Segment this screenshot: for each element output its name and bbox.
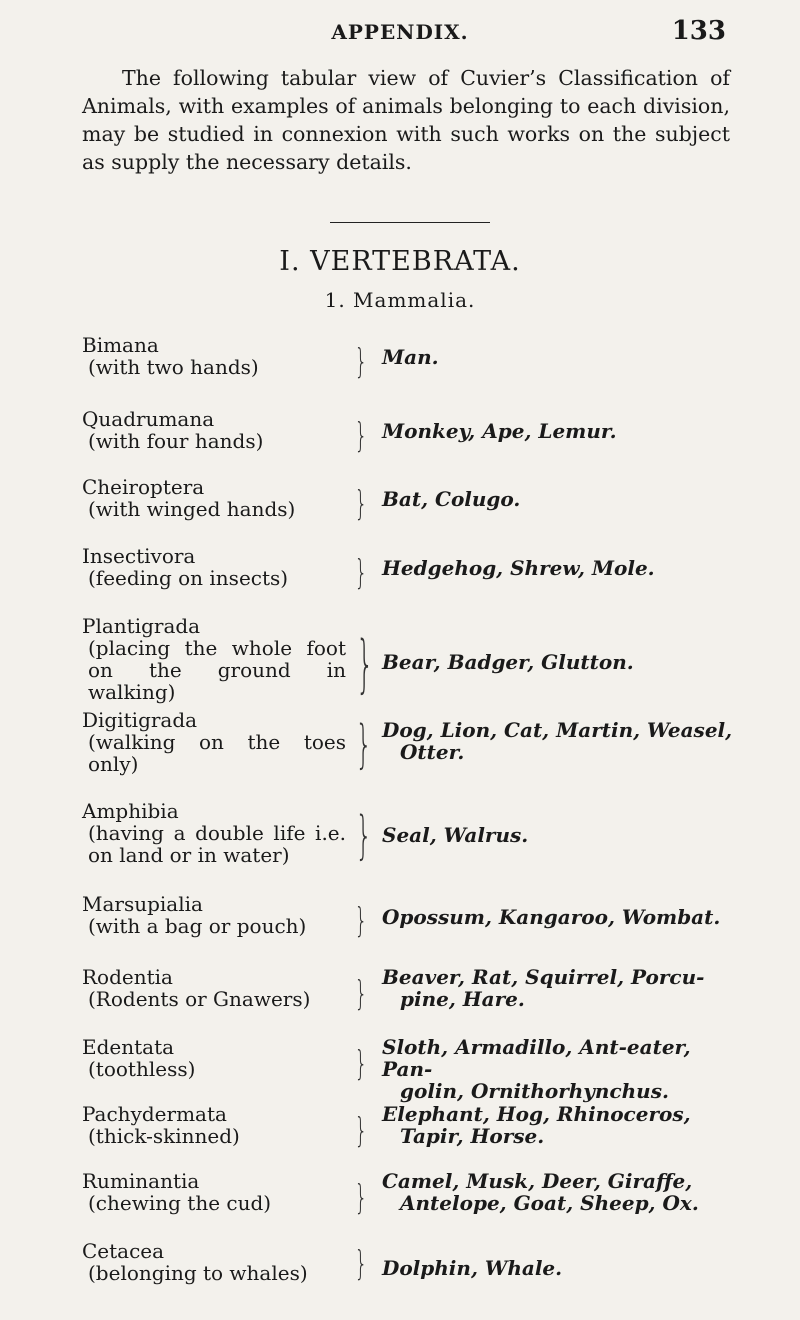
examples-text: Elephant, Hog, Rhinoceros, bbox=[382, 1102, 691, 1126]
examples-text: Camel, Musk, Deer, Giraffe, bbox=[382, 1169, 693, 1193]
examples-text: Monkey, Ape, Lemur. bbox=[382, 419, 617, 443]
examples-cell bbox=[382, 824, 742, 846]
examples-cell bbox=[382, 906, 742, 928]
brace-icon: } bbox=[354, 901, 368, 941]
examples-text: Man. bbox=[382, 345, 439, 369]
brace-icon: } bbox=[354, 974, 368, 1014]
examples-text: Dog, Lion, Cat, Martin, Weasel, bbox=[382, 718, 733, 742]
examples-text-continued: Tapir, Horse. bbox=[400, 1124, 545, 1148]
intro-paragraph: The following tabular view of Cuvier’s Classification of Animals, with examples of animals belonging to each division, may be studied in connexion with such works on the subject as supply the necessary details. bbox=[82, 66, 730, 174]
brace-icon: } bbox=[355, 715, 373, 775]
examples-cell bbox=[382, 1170, 742, 1214]
section-title: I. VERTEBRATA. bbox=[279, 246, 521, 277]
examples-text: Beaver, Rat, Squirrel, Porcu- bbox=[382, 965, 705, 989]
examples-cell bbox=[382, 719, 742, 763]
examples-text: Seal, Walrus. bbox=[382, 823, 529, 847]
order-cell bbox=[82, 1036, 352, 1080]
order-cell bbox=[82, 408, 352, 452]
order-name: Ruminantia bbox=[82, 1169, 200, 1193]
order-description: (with four hands) bbox=[88, 429, 264, 453]
order-cell bbox=[82, 966, 352, 1010]
order-description: (having a double life i.e. on land or in water) bbox=[88, 821, 346, 867]
order-description: (with a bag or pouch) bbox=[88, 914, 307, 938]
order-description: (toothless) bbox=[88, 1057, 196, 1081]
order-name: Cetacea bbox=[82, 1239, 165, 1263]
order-name: Digitigrada bbox=[82, 708, 198, 732]
order-description: (with two hands) bbox=[88, 355, 259, 379]
order-name: Insectivora bbox=[82, 544, 196, 568]
examples-cell bbox=[382, 420, 742, 442]
brace-icon: } bbox=[354, 342, 368, 382]
order-name: Cheiroptera bbox=[82, 475, 205, 499]
examples-cell bbox=[382, 651, 742, 673]
brace-icon: } bbox=[354, 553, 368, 593]
order-cell bbox=[82, 1240, 352, 1284]
order-description: (walking on the toes only) bbox=[88, 730, 346, 776]
order-description: (Rodents or Gnawers) bbox=[88, 987, 311, 1011]
order-description: (feeding on insects) bbox=[88, 566, 289, 590]
examples-text-continued: Antelope, Goat, Sheep, Ox. bbox=[400, 1191, 699, 1215]
brace-icon: } bbox=[354, 1111, 368, 1151]
section-divider bbox=[330, 222, 490, 223]
examples-text: Hedgehog, Shrew, Mole. bbox=[382, 556, 655, 580]
examples-cell bbox=[382, 557, 742, 579]
running-header: APPENDIX. bbox=[331, 20, 469, 44]
order-cell bbox=[82, 615, 352, 703]
examples-cell bbox=[382, 1103, 742, 1147]
brace-icon: } bbox=[354, 1178, 368, 1218]
order-description: (with winged hands) bbox=[88, 497, 296, 521]
order-cell bbox=[82, 800, 352, 866]
brace-icon: } bbox=[354, 484, 368, 524]
page-number: 133 bbox=[671, 16, 726, 46]
order-cell bbox=[82, 334, 352, 378]
examples-text: Bat, Colugo. bbox=[382, 487, 521, 511]
brace-icon: } bbox=[354, 416, 368, 456]
order-cell bbox=[82, 1103, 352, 1147]
examples-cell bbox=[382, 488, 742, 510]
order-cell bbox=[82, 893, 352, 937]
order-description: (chewing the cud) bbox=[88, 1191, 272, 1215]
order-name: Plantigrada bbox=[82, 614, 201, 638]
order-cell bbox=[82, 476, 352, 520]
subsection-title: 1. Mammalia. bbox=[324, 288, 476, 312]
examples-cell bbox=[382, 346, 742, 368]
examples-text: Bear, Badger, Glutton. bbox=[382, 650, 634, 674]
brace-icon: } bbox=[354, 1244, 368, 1284]
examples-text-continued: golin, Ornithorhynchus. bbox=[400, 1079, 669, 1103]
examples-text: Sloth, Armadillo, Ant-eater, Pan- bbox=[382, 1035, 691, 1081]
examples-cell bbox=[382, 1257, 742, 1279]
order-description: (belonging to whales) bbox=[88, 1261, 308, 1285]
order-name: Bimana bbox=[82, 333, 159, 357]
order-name: Edentata bbox=[82, 1035, 175, 1059]
examples-text-continued: pine, Hare. bbox=[400, 987, 525, 1011]
order-description: (thick-skinned) bbox=[88, 1124, 240, 1148]
brace-icon: } bbox=[355, 806, 373, 866]
brace-icon: } bbox=[354, 1044, 368, 1084]
order-cell bbox=[82, 1170, 352, 1214]
brace-icon: } bbox=[356, 627, 374, 700]
examples-text: Dolphin, Whale. bbox=[382, 1256, 563, 1280]
order-cell bbox=[82, 709, 352, 775]
order-description: (placing the whole foot on the ground in walking) bbox=[88, 636, 346, 704]
examples-cell bbox=[382, 966, 742, 1010]
order-name: Quadrumana bbox=[82, 407, 215, 431]
examples-cell bbox=[382, 1036, 742, 1102]
order-cell bbox=[82, 545, 352, 589]
examples-text: Opossum, Kangaroo, Wombat. bbox=[382, 905, 721, 929]
order-name: Pachydermata bbox=[82, 1102, 227, 1126]
order-name: Amphibia bbox=[82, 799, 179, 823]
order-name: Rodentia bbox=[82, 965, 173, 989]
order-name: Marsupialia bbox=[82, 892, 203, 916]
examples-text-continued: Otter. bbox=[400, 740, 465, 764]
